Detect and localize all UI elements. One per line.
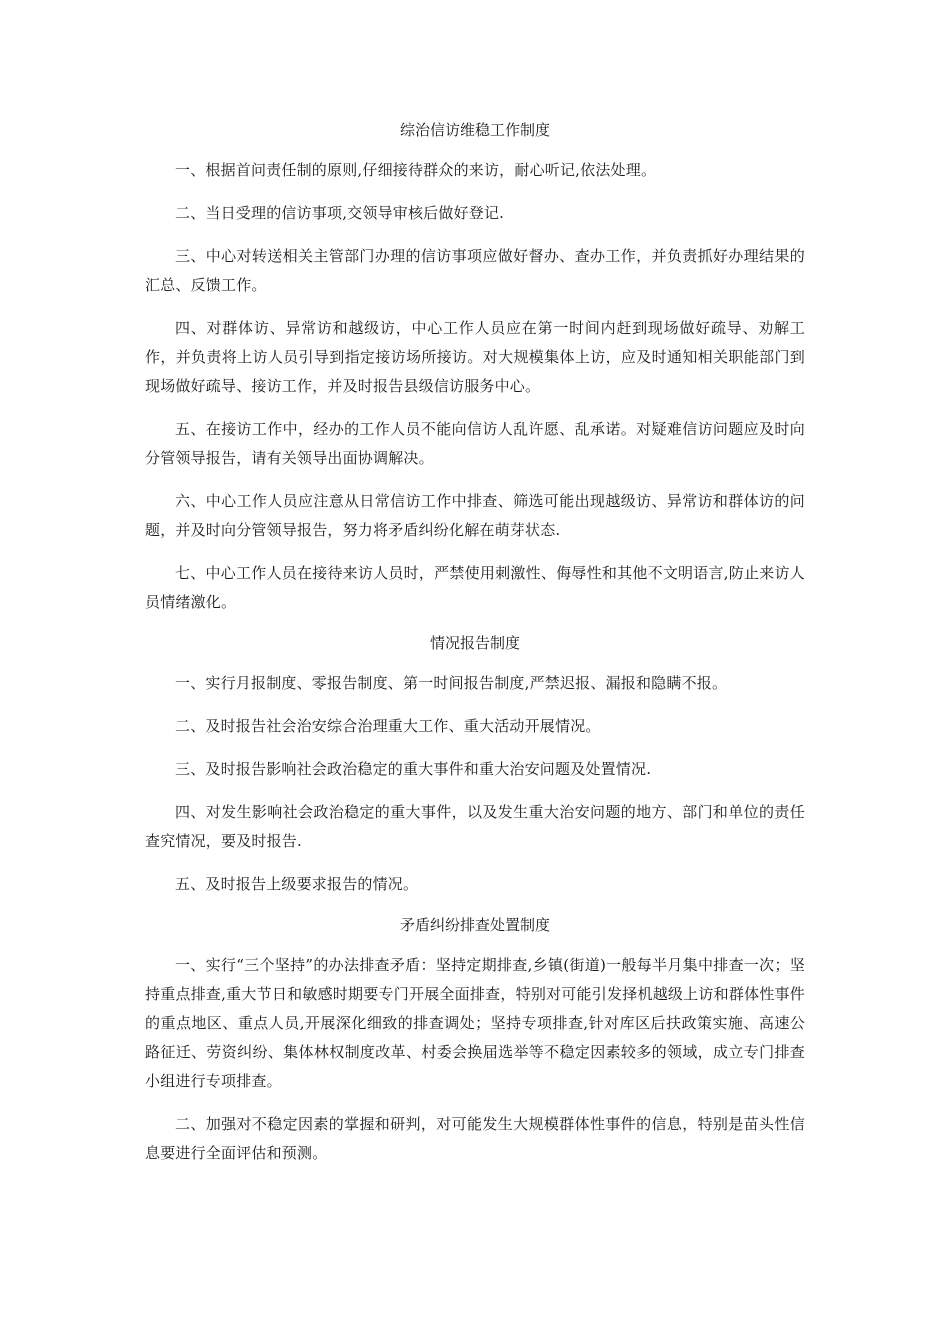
section-petition-stability bbox=[145, 118, 805, 617]
paragraph: 一、实行“三个坚持”的办法排查矛盾：坚持定期排查,乡镇(街道)一般每半月集中排查一次；坚持重点排查,重大节日和敏感时期要专门开展全面排查，特别对可能引发择机越级上访和群体性事件的重点地区、重点人员,开展深化细致的排查调处；坚持专项排查,针对库区后扶政策实施、高速公路征迁、劳资纠纷、集体林权制度改革、村委会换届选举等不稳定因素较多的领域，成立专门排查小组进行专项排查。 bbox=[145, 956, 805, 1090]
paragraph: 七、中心工作人员在接待来访人员时，严禁使用刺激性、侮辱性和其他不文明语言,防止来访人员情绪激化。 bbox=[145, 564, 805, 611]
section-dispute-investigation bbox=[145, 913, 805, 1168]
paragraph: 一、根据首问责任制的原则,仔细接待群众的来访，耐心听记,依法处理。 bbox=[175, 161, 657, 179]
paragraph: 四、对发生影响社会政治稳定的重大事件，以及发生重大治安问题的地方、部门和单位的责任查究情况，要及时报告. bbox=[145, 803, 805, 850]
paragraph: 二、及时报告社会治安综合治理重大工作、重大活动开展情况。 bbox=[175, 717, 601, 735]
section-title: 情况报告制度 bbox=[429, 634, 520, 652]
paragraph: 五、在接访工作中，经办的工作人员不能向信访人乱许愿、乱承诺。对疑难信访问题应及时向分管领导报告，请有关领导出面协调解决。 bbox=[145, 420, 805, 467]
section-title: 综治信访维稳工作制度 bbox=[399, 121, 550, 139]
section-situation-report bbox=[145, 631, 805, 899]
section-title: 矛盾纠纷排查处置制度 bbox=[399, 916, 550, 934]
paragraph: 五、及时报告上级要求报告的情况。 bbox=[175, 875, 419, 893]
paragraph: 六、中心工作人员应注意从日常信访工作中排查、筛选可能出现越级访、异常访和群体访的问题，并及时向分管领导报告，努力将矛盾纠纷化解在萌芽状态. bbox=[145, 492, 805, 539]
paragraph: 四、对群体访、异常访和越级访，中心工作人员应在第一时间内赶到现场做好疏导、劝解工作，并负责将上访人员引导到指定接访场所接访。对大规模集体上访，应及时通知相关职能部门到现场做好疏导、接访工作，并及时报告县级信访服务中心。 bbox=[145, 319, 805, 395]
document-page bbox=[145, 118, 805, 1182]
paragraph: 三、及时报告影响社会政治稳定的重大事件和重大治安问题及处置情况. bbox=[175, 760, 652, 778]
paragraph: 一、实行月报制度、零报告制度、第一时间报告制度,严禁迟报、漏报和隐瞒不报。 bbox=[175, 674, 728, 692]
paragraph: 二、当日受理的信访事项,交领导审核后做好登记. bbox=[175, 204, 505, 222]
paragraph: 二、加强对不稳定因素的掌握和研判，对可能发生大规模群体性事件的信息，特别是苗头性信息要进行全面评估和预测。 bbox=[145, 1115, 805, 1162]
paragraph: 三、中心对转送相关主管部门办理的信访事项应做好督办、查办工作，并负责抓好办理结果的汇总、反馈工作。 bbox=[145, 247, 805, 294]
